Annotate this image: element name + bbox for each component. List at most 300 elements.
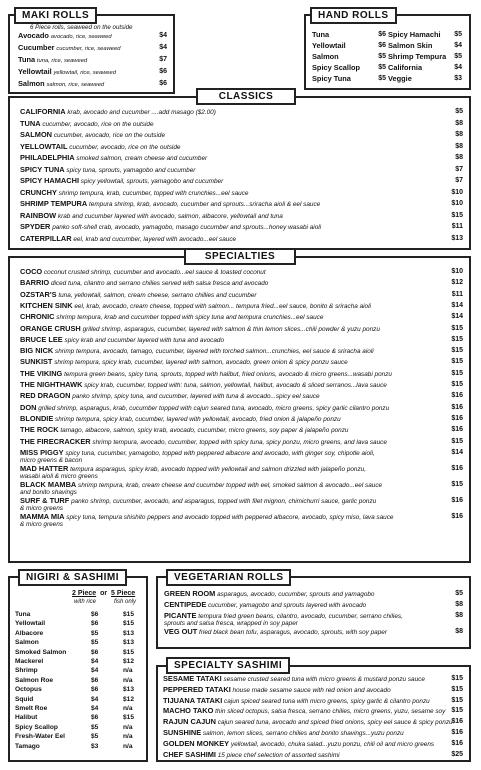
item-price: $5 (454, 31, 462, 38)
hand-roll-item (312, 42, 386, 51)
price-2-piece: $5 (91, 639, 99, 647)
hand-roll-item (312, 64, 386, 73)
item-name: RED DRAGON (20, 391, 71, 401)
item-name: Smelt Roe (15, 705, 48, 712)
item-name: CHEF SASHIMI (163, 749, 216, 759)
item-description: krab, avocado and cucumber ....add masago ($2.00) (67, 109, 216, 116)
specialties-title: SPECIALTIES (184, 248, 296, 265)
item-price: $14 (451, 448, 463, 456)
item-name: Salmon Roe (15, 676, 54, 684)
hand-roll-item (312, 53, 386, 62)
item-price: $5 (378, 64, 386, 71)
classics-item (20, 154, 469, 163)
item-price: $15 (451, 696, 463, 704)
price-2-piece: $6 (91, 620, 99, 628)
item-name: CENTIPEDE (164, 600, 207, 609)
item-description-cont (20, 473, 469, 481)
item-description: diced tuna, cilantro and serrano chilies served with salsa fresca and avocado (50, 280, 269, 288)
item-price: $15 (451, 347, 463, 355)
item-price: $4 (454, 42, 462, 49)
item-name: Tuna (312, 30, 330, 39)
item-price: $6 (159, 80, 167, 87)
price-2-piece: $6 (91, 611, 99, 618)
maki-item (18, 56, 173, 65)
item-name: Avocado (18, 31, 49, 40)
item-price: $7 (159, 56, 167, 63)
price-5-piece: $12 (123, 658, 135, 665)
item-price: $5 (378, 53, 386, 60)
maki-rolls-section (8, 14, 175, 94)
item-name: Shrimp Tempura (388, 52, 447, 61)
item-description-cont (164, 620, 469, 628)
item-price: $6 (159, 68, 167, 75)
nigiri-item (15, 743, 146, 751)
item-price: $10 (451, 200, 463, 207)
item-name: SPYDER (20, 222, 51, 231)
specialty-item (20, 404, 469, 413)
item-name: PEPPERED TATAKI (163, 684, 231, 694)
item-price: $4 (454, 64, 462, 71)
sashimi-item (163, 751, 469, 760)
item-description: coconut crusted shrimp, cucumber and avocado...eel sauce & toasted coconut (43, 269, 266, 276)
item-description: panko soft-shell crab, avocado, yamagobo, masago cucumber and sprouts...honey wasabi aioli (52, 224, 322, 231)
item-price: $15 (451, 211, 463, 219)
classics-item (20, 177, 469, 186)
hand-rolls-title: HAND ROLLS (310, 7, 397, 24)
item-description: tempura green beans, spicy tuna, sprouts, topped with halibut, fried onions, avocado & micro greens...wasabi ponzu (64, 370, 392, 378)
hand-roll-item (312, 75, 386, 84)
item-description: shrimp tempura, spicy krab, cucumber, layered with salmon, avocado, green onion & spicy ponzu sauce (54, 359, 348, 367)
nigiri-item (15, 620, 146, 628)
sashimi-item (163, 718, 469, 727)
item-description: tuna, rice, seaweed (36, 58, 88, 64)
item-description: shrimp tempura, krab, cream cheese and cucumber topped with eel, smoked salmon & avocado...eel sauce (78, 481, 383, 489)
item-price: $16 (451, 512, 463, 520)
item-price: $10 (451, 188, 463, 196)
classics-item (20, 235, 469, 244)
specialty-item (20, 415, 469, 424)
specialty-item (20, 438, 469, 447)
item-name: Tamago (15, 742, 40, 750)
specialty-item (20, 268, 469, 277)
item-name: SUNKIST (20, 357, 53, 367)
item-name: MISS PIGGY (20, 447, 64, 457)
nigiri-col1-sub: with rice (74, 599, 97, 605)
item-name: THE FIRECRACKER (20, 436, 91, 446)
nigiri-item (15, 724, 146, 732)
maki-item (18, 68, 173, 77)
vegetarian-title: VEGETARIAN ROLLS (166, 569, 291, 586)
item-description: cajun seared tuna, avocado and spiced fried onions, spicy eel sauce & spicy ponzu (217, 719, 453, 727)
nigiri-item (15, 677, 146, 685)
nigiri-col1: 2 Piece (72, 590, 97, 597)
item-description: spicy tuna, tempura shishito peppers and avocado topped with peppered albacore, avocado, spicy miso, lava sauce (66, 513, 394, 521)
item-name: DON (20, 402, 37, 412)
item-price: $8 (455, 601, 463, 608)
item-description: cucumber, rice, seaweed (56, 46, 121, 52)
item-name: Salmon Skin (388, 41, 433, 50)
price-2-piece: $3 (91, 742, 99, 750)
item-price: $8 (455, 612, 463, 619)
item-description-line2: & micro greens (20, 520, 63, 528)
item-name: THE VIKING (20, 368, 63, 378)
price-5-piece: $13 (123, 639, 135, 647)
specialty-item (20, 347, 469, 356)
sashimi-item (163, 686, 469, 695)
specialty-item (20, 426, 469, 435)
price-2-piece: $6 (91, 676, 99, 684)
item-price: $16 (451, 718, 463, 726)
item-description: eel, krab, avocado, cream cheese, topped with salmon... tempura fried...eel sauce, bonito & sriracha aioli (74, 302, 371, 310)
item-price: $14 (451, 313, 463, 321)
item-description: salmon, lemon slices, serrano chilies and bonito shavings...yuzu ponzu (202, 730, 404, 737)
item-description: salmon, rice, seaweed (46, 82, 105, 88)
item-price: $11 (451, 290, 463, 298)
nigiri-sashimi-section (8, 576, 148, 762)
price-5-piece: $13 (123, 629, 135, 637)
item-price: $15 (451, 685, 463, 693)
item-description: tamago, albacore, salmon, spicy krab, avocado, cucumber, micro greens, soy paper & jalapeño ponzu (60, 427, 349, 435)
classics-item (20, 212, 469, 221)
specialty-item (20, 392, 469, 401)
item-price: $5 (454, 53, 462, 60)
item-name: COCO (20, 267, 43, 276)
item-description: fried black bean tofu, asparagus, avocado, sprouts, with soy paper (199, 629, 387, 636)
sashimi-item (163, 675, 469, 684)
item-price: $8 (455, 154, 463, 161)
nigiri-item (15, 686, 146, 694)
item-name: MAMMA MIA (20, 511, 65, 521)
item-name: CHRONIC (20, 312, 55, 322)
item-description-cont (20, 521, 469, 529)
item-name: Tuna (15, 611, 31, 618)
item-name: BRUCE LEE (20, 334, 63, 344)
nigiri-item (15, 611, 146, 619)
item-name: MAD HATTER (20, 463, 69, 473)
item-description-line2: sprouts and salsa fresca, wrapped in soy paper (164, 620, 298, 627)
item-price: $14 (451, 301, 463, 309)
item-name: YELLOWTAIL (20, 141, 68, 151)
item-price: $13 (451, 234, 463, 242)
item-price: $16 (451, 392, 463, 400)
item-price: $6 (378, 42, 386, 49)
hand-roll-item (312, 31, 386, 40)
hand-roll-item (388, 31, 462, 40)
item-price: $16 (451, 739, 463, 747)
item-price: $5 (378, 75, 386, 82)
classics-item (20, 143, 469, 152)
item-name: SHRIMP TEMPURA (20, 199, 88, 208)
price-2-piece: $4 (91, 695, 99, 703)
item-description: shrimp tempura, krab, cucumber, topped with crunchies...eel sauce (58, 189, 249, 197)
price-5-piece: n/a (123, 705, 133, 712)
hand-roll-item (388, 42, 462, 51)
item-price: $4 (159, 44, 167, 51)
item-price: $16 (451, 414, 463, 422)
item-name: SPICY HAMACHI (20, 176, 79, 185)
item-name: Spicy Scallop (15, 723, 58, 731)
item-name: Salmon (15, 639, 39, 647)
nigiri-item (15, 658, 146, 666)
maki-rolls-title: MAKI ROLLS (14, 7, 97, 24)
item-price: $15 (451, 675, 463, 682)
item-price: $8 (455, 131, 463, 138)
item-description-line2: wasabi aioli & micro greens (20, 472, 98, 480)
price-2-piece: $6 (91, 648, 99, 656)
item-price: $5 (455, 590, 463, 597)
item-name: BIG NICK (20, 346, 54, 356)
item-description: grilled shrimp, asparagus, krab, cucumber topped with cajun seared tuna, avocado, micro greens, spicy garlic cilantro ponzu (38, 404, 390, 412)
item-price: $6 (378, 31, 386, 38)
item-price: $3 (454, 75, 462, 82)
classics-item (20, 189, 469, 198)
item-description: spicy tuna, cucumber, yamagobo, topped with peppered albacore and avocado, with ginger soy, chipotle aioli, (65, 449, 375, 457)
item-price: $16 (451, 403, 463, 411)
item-description: tempura shrimp, krab, avocado, cucumber and sprouts...sriracha aioli & eel sauce (89, 201, 321, 208)
maki-item (18, 44, 173, 53)
nigiri-header (72, 590, 135, 597)
item-name: KITCHEN SINK (20, 300, 73, 310)
price-5-piece: $15 (123, 648, 135, 656)
price-5-piece: n/a (123, 723, 133, 731)
nigiri-or: or (100, 590, 108, 597)
item-description: cucumber, yamagobo and sprouts layered with avocado (208, 602, 367, 609)
item-description: cucumber, avocado, rice on the outside (69, 143, 181, 151)
item-name: Octopus (15, 686, 42, 694)
price-2-piece: $5 (91, 733, 99, 741)
specialty-item (20, 313, 469, 322)
item-description: smoked salmon, cream cheese and cucumber (76, 155, 208, 162)
item-name: TIJUANA TATAKI (163, 695, 223, 705)
price-5-piece: $12 (123, 695, 135, 703)
price-2-piece: $4 (91, 658, 99, 665)
item-price: $5 (455, 108, 463, 115)
nigiri-item (15, 714, 146, 722)
nigiri-item (15, 630, 146, 638)
item-description: panko shrimp, cucumber, avocado, and asparagus, topped with filet mignon, chimichurri sauce, garlic ponzu (71, 497, 377, 505)
item-price: $8 (455, 119, 463, 127)
price-5-piece: n/a (123, 667, 133, 675)
nigiri-col2-sub: fish only (114, 599, 137, 605)
nigiri-item (15, 733, 146, 741)
specialty-item (20, 336, 469, 345)
price-5-piece: $15 (123, 611, 135, 618)
item-price: $12 (451, 279, 463, 287)
item-description: grilled shrimp, asparagus, cucumber, layered with salmon & thin lemon slices...chili powder & yuzu ponzu (82, 325, 380, 333)
item-name: OZSTAR'S (20, 289, 57, 299)
item-name: Mackerel (15, 658, 44, 665)
nigiri-item (15, 667, 146, 675)
item-price: $15 (451, 358, 463, 366)
item-name: GOLDEN MONKEY (163, 738, 230, 748)
item-name: Salmon (18, 79, 45, 88)
nigiri-sashimi-title: NIGIRI & SASHIMI (18, 569, 127, 586)
classics-title: CLASSICS (196, 88, 296, 105)
item-name: Halibut (15, 714, 38, 722)
item-description: cucumber, avocado, rice on the outside (53, 132, 166, 139)
item-name: CATERPILLAR (20, 233, 72, 243)
nigiri-col2: 5 Piece (111, 590, 136, 597)
item-name: Smoked Salmon (15, 648, 67, 656)
item-description: thin sliced octopus, salsa fresca, serrano chilies, micro greens, yuzu, sesame soy (215, 708, 446, 716)
item-name: SALMON (20, 130, 53, 139)
item-price: $15 (451, 437, 463, 445)
price-5-piece: $15 (123, 620, 135, 628)
item-description: krab and cucumber layered with avocado, salmon, albacore, yellowtail and tuna (57, 212, 283, 220)
item-price: $15 (451, 480, 463, 488)
item-name: SURF & TURF (20, 495, 70, 505)
specialty-item (20, 358, 469, 367)
item-name: PICANTE (164, 611, 197, 620)
item-description: spicy krab and cucumber layered with tuna and avocado (64, 336, 225, 344)
hand-roll-item (388, 53, 462, 62)
item-description: eel, krab and cucumber, layered with avocado...eel sauce (73, 235, 237, 243)
item-name: ORANGE CRUSH (20, 323, 81, 333)
item-description: spicy tuna, sprouts, yamagobo and cucumber (66, 166, 196, 174)
item-name: GREEN ROOM (164, 589, 216, 598)
item-name: Shrimp (15, 667, 38, 675)
item-price: $4 (159, 32, 167, 39)
item-description: spicy yellowtail, sprouts, yamagobo and cucumber (80, 178, 224, 185)
specialty-item (20, 370, 469, 379)
item-price: $16 (451, 729, 463, 736)
item-description: tempura fried green beans, cilantro, avocado, cucumber, serrano chilies, (198, 613, 403, 620)
classics-item (20, 108, 469, 117)
classics-item (20, 200, 469, 209)
item-name: BLACK MAMBA (20, 479, 77, 489)
item-price: $15 (451, 324, 463, 332)
maki-item (18, 32, 173, 41)
price-5-piece: $13 (123, 686, 135, 694)
price-2-piece: $5 (91, 723, 99, 731)
sashimi-item (163, 707, 469, 716)
item-name: Salmon (312, 52, 339, 61)
price-2-piece: $4 (91, 705, 99, 712)
hand-roll-item (388, 64, 462, 73)
item-name: BLONDIE (20, 413, 54, 423)
item-name: Yellowtail (15, 620, 46, 628)
item-name: Squid (15, 695, 34, 703)
price-2-piece: $4 (91, 667, 99, 675)
vegetarian-item (164, 590, 469, 599)
item-price: $8 (455, 628, 463, 635)
item-description: spicy krab, cucumber, topped with: tuna, salmon, yellowtail, halibut, avocado & sliced serranos...lava sauce (84, 382, 387, 389)
item-price: $7 (455, 165, 463, 173)
price-2-piece: $6 (91, 714, 99, 722)
item-description: asparagus, avocado, cucumber, sprouts and yamagobo (217, 591, 375, 598)
item-price: $16 (451, 496, 463, 504)
item-description: shrimp tempura, avocado, cucumber, topped with spicy tuna, spicy ponzu, micro greens, and lava sauce (92, 438, 387, 446)
item-description-line2: & micro greens (20, 504, 63, 512)
item-name: Albacore (15, 629, 44, 637)
sashimi-item (163, 740, 469, 749)
item-name: CALIFORNIA (20, 107, 66, 116)
nigiri-item (15, 696, 146, 704)
hand-roll-item (388, 75, 462, 84)
item-description: cucumber, avocado, rice on the outside (42, 120, 154, 128)
classics-item (20, 120, 469, 129)
item-name: California (388, 63, 423, 72)
vegetarian-item (164, 601, 469, 610)
item-description: panko shrimp, spicy tuna, and cucumber, layered with tuna & avocado...spicy eel sauce (72, 393, 320, 401)
item-name: THE ROCK (20, 425, 59, 435)
item-name: TUNA (20, 118, 41, 128)
specialty-item (20, 279, 469, 288)
vegetarian-section (156, 576, 471, 649)
item-price: $7 (455, 177, 463, 184)
item-name: RAJUN CAJUN (163, 717, 216, 727)
specialty-sashimi-title: SPECIALTY SASHIMI (166, 657, 290, 674)
item-price: $16 (451, 464, 463, 472)
item-name: SUNSHINE (163, 728, 202, 737)
item-price: $10 (451, 268, 463, 275)
item-name: Fresh-Water Eel (15, 733, 65, 741)
price-2-piece: $6 (91, 686, 99, 694)
item-name: Yellowtail (312, 41, 346, 50)
item-name: Spicy Tuna (312, 74, 351, 83)
item-price: $15 (451, 707, 463, 715)
item-price: $15 (451, 381, 463, 388)
item-description: avocado, rice, seaweed (50, 34, 112, 40)
item-description: 15 piece chef selection of assorted sashimi (217, 751, 340, 759)
item-description: yellowtail, rice, seaweed (53, 70, 116, 76)
price-5-piece: n/a (123, 676, 133, 684)
item-description-cont (20, 457, 469, 465)
price-5-piece: n/a (123, 742, 133, 750)
price-5-piece: $15 (123, 714, 135, 722)
maki-subtitle: 6 Piece rolls, seaweed on the outside (30, 24, 133, 31)
item-name: PHILADELPHIA (20, 153, 75, 162)
hand-rolls-section (304, 14, 471, 90)
item-name: Spicy Scallop (312, 63, 361, 72)
item-name: BARRIO (20, 278, 50, 288)
specialty-item (20, 325, 469, 334)
nigiri-item (15, 649, 146, 657)
item-description: cajun spiced seared tuna with micro greens, spicy garlic & cilantro ponzu (224, 697, 430, 705)
item-description: tuna, yellowtail, salmon, cream cheese, serrano chillies and cucumber (58, 291, 257, 299)
sashimi-item (163, 697, 469, 706)
item-name: MACHO TAKO (163, 706, 214, 716)
item-description-cont (20, 505, 469, 513)
item-description: house made sesame sauce with red onion and avocado (232, 686, 391, 694)
vegetarian-item (164, 628, 469, 637)
item-price: $15 (451, 369, 463, 377)
price-2-piece: $5 (91, 629, 99, 637)
item-description-line2: micro greens & bacon (20, 456, 83, 464)
specialty-item (20, 302, 469, 311)
maki-item (18, 80, 173, 89)
classics-item (20, 223, 469, 232)
item-description: shrimp tempura, avocado, tamago, cucumber, layered with torched salmon...crunchies, eel sauce & sriracha aioli (55, 348, 374, 356)
nigiri-item (15, 639, 146, 647)
item-name: Veggie (388, 74, 412, 83)
item-description: shrimp tempura, krab and cucumber topped with spicy tuna and tempura crunchies...eel sauce (56, 314, 324, 322)
price-5-piece: n/a (123, 733, 133, 741)
item-name: VEG OUT (164, 627, 198, 636)
item-name: RAINBOW (20, 210, 57, 220)
item-name: CRUNCHY (20, 187, 57, 197)
specialties-section (8, 256, 471, 563)
item-name: SPICY TUNA (20, 164, 65, 174)
item-price: $15 (451, 335, 463, 343)
nigiri-item (15, 705, 146, 713)
item-description-line2: and bonito shavings (20, 488, 77, 496)
specialty-item (20, 291, 469, 300)
item-description: tempura asparagus, spicy krab, avocado topped with yellowtail and salmon drizzled with jalapeño ponzu, (70, 465, 367, 473)
classics-item (20, 131, 469, 140)
classics-item (20, 166, 469, 175)
item-description: sesame crusted seared tuna with micro greens & mustard ponzu sauce (223, 676, 425, 683)
